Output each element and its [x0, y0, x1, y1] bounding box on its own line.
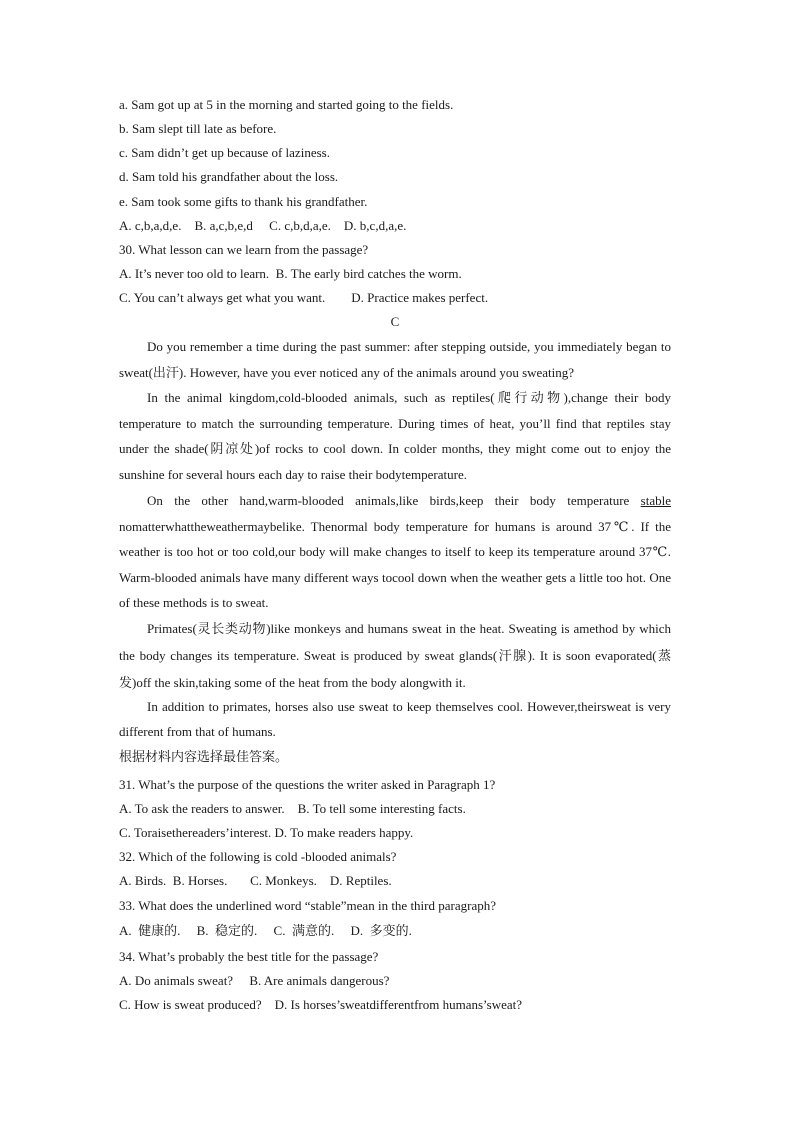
q30-choices-line1: A. It’s never too old to learn. B. The early bird catches the worm. — [119, 266, 462, 281]
passage-paragraph-3 — [119, 488, 671, 616]
q31-question: 31. What’s the purpose of the questions the writer asked in Paragraph 1? — [119, 777, 496, 792]
passage-paragraph-1 — [119, 334, 671, 385]
passage-paragraph-5 — [119, 695, 671, 744]
q31-choices-line1: A. To ask the readers to answer. B. To tell some interesting facts. — [119, 801, 466, 816]
q34-choices-line1: A. Do animals sweat? B. Are animals dangerous? — [119, 973, 390, 988]
q33-question: 33. What does the underlined word “stable”mean in the third paragraph? — [119, 898, 496, 913]
q29-option-e: e. Sam took some gifts to thank his grandfather. — [119, 194, 368, 209]
passage-label: C — [390, 314, 400, 329]
paragraph-1-text: Do you remember a time during the past summer: after stepping outside, you immediately began to sweat(出汗). However, have you ever noticed any of the animals around you sweating? — [119, 339, 671, 380]
q30-question: 30. What lesson can we learn from the passage? — [119, 242, 369, 257]
q29-choices: A. c,b,a,d,e. B. a,c,b,e,d C. c,b,d,a,e. D. b,c,d,a,e. — [119, 218, 407, 233]
paragraph-2-text: In the animal kingdom,cold-blooded animals, such as reptiles(爬行动物),change their body temperature to match the surrounding temperature. During times of heat, you’ll find that reptiles stay under the shade(阴凉处)of rocks to cool down. In colder months, they might come out to enjoy the sunshine for several hours each day to raise their bodytemperature. — [119, 390, 671, 482]
q34-question: 34. What’s probably the best title for the passage? — [119, 949, 379, 964]
q32-choices: A. Birds. B. Horses. C. Monkeys. D. Reptiles. — [119, 873, 392, 888]
q29-option-a: a. Sam got up at 5 in the morning and started going to the fields. — [119, 97, 454, 112]
q33-choices: A. 健康的. B. 稳定的. C. 满意的. D. 多变的. — [119, 923, 412, 938]
q29-option-b: b. Sam slept till late as before. — [119, 121, 277, 136]
passage-paragraph-4 — [119, 616, 671, 696]
underlined-word-stable: stable — [640, 493, 671, 508]
q32-question: 32. Which of the following is cold -blooded animals? — [119, 849, 397, 864]
q34-choices-line2: C. How is sweat produced? D. Is horses’sweatdifferentfrom humans’sweat? — [119, 997, 523, 1012]
paragraph-5-text: In addition to primates, horses also use sweat to keep themselves cool. However,theirsweat is very different from that of humans. — [119, 699, 671, 739]
q29-option-d: d. Sam told his grandfather about the loss. — [119, 169, 339, 184]
paragraph-3-text-after: nomatterwhattheweathermaybelike. Thenormal body temperature for humans is around 37℃. If the weather is too hot or too cold,our body will make changes to itself to keep its temperature around 37℃. Warm-blooded animals have many different ways tocool down when the weather gets a little too hot. One of these methods is to sweat. — [119, 518, 671, 611]
paragraph-4-text: Primates(灵长类动物)like monkeys and humans sweat in the heat. Sweating is amethod by which the body changes its temperature. Sweat is produced by sweat glands(汗腺). It is soon evaporated(蒸发)off the skin,taking some of the heat from the body alongwith it. — [119, 621, 671, 690]
q31-choices-line2: C. Toraisethereaders’interest. D. To make readers happy. — [119, 825, 414, 840]
passage-paragraph-2 — [119, 385, 671, 487]
q29-option-c: c. Sam didn’t get up because of laziness. — [119, 145, 330, 160]
paragraph-3-text-before: On the other hand,warm-blooded animals,like birds,keep their body temperature — [147, 493, 641, 508]
instruction-text: 根据材料内容选择最佳答案。 — [119, 750, 289, 765]
q30-choices-line2: C. You can’t always get what you want. D. Practice makes perfect. — [119, 290, 489, 305]
